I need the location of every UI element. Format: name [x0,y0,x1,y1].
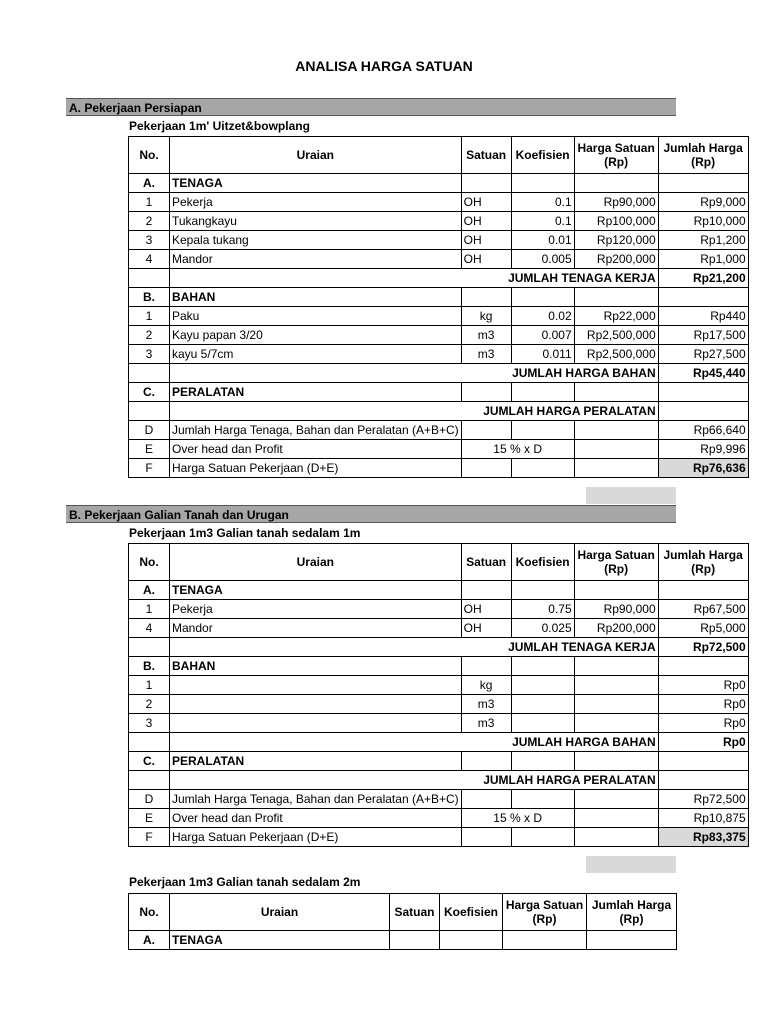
summary-label-f: Harga Satuan Pekerjaan (D+E) [170,828,462,847]
group-row-bahan [129,657,749,676]
cell-jumlah: Rp5,000 [658,619,748,638]
cell-koef [511,676,574,695]
table-row [129,695,749,714]
summary-label-e: Over head dan Profit [170,809,462,828]
cell-harga: Rp90,000 [574,193,658,212]
header-jumlah-harga [658,544,748,581]
summary-value-e: Rp9,996 [658,440,748,459]
summary-label-d: Jumlah Harga Tenaga, Bahan dan Peralatan (A+B+C) [172,792,459,806]
table-row [129,212,749,231]
table-row [129,676,749,695]
cell-satuan: OH [461,212,511,231]
table-row [129,600,749,619]
header-harga-satuan-unit: (Rp) [532,912,557,926]
subtotal-value: Rp72,500 [658,638,748,657]
header-jumlah-harga [587,894,677,931]
summary-row-d [129,790,749,809]
cell-jumlah: Rp9,000 [658,193,748,212]
group-label: BAHAN [170,288,462,307]
cell-no: F [129,459,170,478]
header-satuan: Satuan [461,137,511,174]
header-jumlah-harga-unit: (Rp) [619,912,644,926]
subtotal-value [658,402,748,421]
cell-no: 4 [129,250,170,269]
group-no: B. [129,288,170,307]
cell-harga [574,695,658,714]
group-label: PERALATAN [170,752,462,771]
cell-jumlah: Rp1,200 [658,231,748,250]
page-title: ANALISA HARGA SATUAN [295,58,473,74]
summary-koef-e: 15 % x D [461,809,574,828]
table-row [129,326,749,345]
table-row [129,345,749,364]
summary-row-f [129,828,749,847]
subtotal-label: JUMLAH HARGA BAHAN [170,364,659,383]
header-no: No. [129,894,170,931]
group-row-tenaga [129,174,749,193]
cell-satuan: OH [461,600,511,619]
cell-satuan: m3 [461,714,511,733]
group-row-bahan [129,288,749,307]
cell-uraian: Mandor [170,250,462,269]
cell-satuan: OH [461,250,511,269]
summary-value-e: Rp10,875 [658,809,748,828]
cell-satuan: OH [461,231,511,250]
header-no: No. [129,137,170,174]
cell-no: 3 [129,714,170,733]
header-jumlah-harga-unit: (Rp) [691,562,716,576]
cell-koef [511,714,574,733]
summary-value-d: Rp72,500 [658,790,748,809]
cell-no: 3 [129,345,170,364]
section-header-a: A. Pekerjaan Persiapan [66,98,676,116]
analysis-table-b2 [128,893,677,950]
subtotal-label: JUMLAH HARGA BAHAN [170,733,659,752]
cell-uraian [170,790,462,809]
cell-koef: 0.025 [511,619,574,638]
table-row [129,250,749,269]
table-row [129,619,749,638]
cell-koef: 0.75 [511,600,574,619]
cell-koef: 0.011 [511,345,574,364]
cell-no: D [129,790,170,809]
cell-harga [574,676,658,695]
subtotal-row-bahan [129,364,749,383]
cell-harga: Rp120,000 [574,231,658,250]
summary-value-d: Rp66,640 [658,421,748,440]
cell-harga: Rp2,500,000 [574,345,658,364]
summary-label-f: Harga Satuan Pekerjaan (D+E) [170,459,462,478]
cell-uraian: Paku [170,307,462,326]
header-koefisien: Koefisien [511,137,574,174]
group-no: A. [129,174,170,193]
cell-no: 2 [129,212,170,231]
cell-jumlah: Rp17,500 [658,326,748,345]
cell-harga: Rp200,000 [574,250,658,269]
group-row-peralatan [129,383,749,402]
summary-row-e [129,809,749,828]
cell-koef: 0.1 [511,193,574,212]
cell-no: F [129,828,170,847]
subtotal-value: Rp21,200 [658,269,748,288]
cell-koef: 0.007 [511,326,574,345]
header-jumlah-harga-unit: (Rp) [691,155,716,169]
group-label: TENAGA [170,581,462,600]
section-header-b: B. Pekerjaan Galian Tanah dan Urugan [66,505,676,523]
cell-harga: Rp22,000 [574,307,658,326]
header-jumlah-harga-label: Jumlah Harga [663,141,743,155]
cell-no: 2 [129,695,170,714]
table-header-row [129,137,749,174]
header-koefisien: Koefisien [440,894,503,931]
group-row-tenaga [129,581,749,600]
cell-uraian: Tukangkayu [170,212,462,231]
total-highlight-box [586,856,676,873]
table-row [129,307,749,326]
cell-uraian: Mandor [170,619,462,638]
cell-satuan: m3 [461,345,511,364]
group-row-peralatan [129,752,749,771]
group-no: A. [129,581,170,600]
cell-koef: 0.005 [511,250,574,269]
cell-jumlah: Rp27,500 [658,345,748,364]
table-row [129,714,749,733]
group-no: C. [129,383,170,402]
summary-label-e: Over head dan Profit [170,440,462,459]
cell-no: E [129,440,170,459]
cell-koef: 0.01 [511,231,574,250]
cell-harga: Rp90,000 [574,600,658,619]
cell-koef [511,695,574,714]
header-satuan: Satuan [461,544,511,581]
header-harga-satuan-label: Harga Satuan [505,898,584,912]
header-harga-satuan [503,894,587,931]
table-row [129,231,749,250]
header-jumlah-harga [658,137,748,174]
cell-no: 3 [129,231,170,250]
cell-jumlah: Rp0 [658,676,748,695]
table-header-row [129,544,749,581]
cell-uraian [170,695,462,714]
cell-no: 1 [129,676,170,695]
cell-satuan: m3 [461,695,511,714]
summary-row-e [129,440,749,459]
cell-satuan: m3 [461,326,511,345]
header-koefisien: Koefisien [511,544,574,581]
header-jumlah-harga-label: Jumlah Harga [663,548,743,562]
group-no: A. [129,931,170,950]
table-header-row [129,894,677,931]
header-uraian: Uraian [170,137,462,174]
subtotal-value: Rp0 [658,733,748,752]
header-satuan: Satuan [390,894,440,931]
subtotal-row-peralatan [129,771,749,790]
cell-no: D [129,421,170,440]
cell-harga: Rp2,500,000 [574,326,658,345]
subtotal-row-bahan [129,733,749,752]
header-uraian: Uraian [170,894,390,931]
cell-uraian: kayu 5/7cm [170,345,462,364]
cell-no: 1 [129,193,170,212]
cell-koef: 0.02 [511,307,574,326]
cell-jumlah: Rp10,000 [658,212,748,231]
group-row-tenaga [129,931,677,950]
total-highlight-box [586,487,676,504]
cell-jumlah: Rp67,500 [658,600,748,619]
subtotal-row-peralatan [129,402,749,421]
group-no: C. [129,752,170,771]
header-no: No. [129,544,170,581]
header-harga-satuan-unit: (Rp) [604,562,629,576]
summary-row-d [129,421,749,440]
analysis-table-a [128,136,749,478]
cell-no: 2 [129,326,170,345]
group-label: PERALATAN [170,383,462,402]
table-row [129,193,749,212]
analysis-table-b [128,543,749,847]
cell-no: 1 [129,600,170,619]
cell-satuan: OH [461,193,511,212]
group-label: TENAGA [170,174,462,193]
cell-satuan: kg [461,676,511,695]
group-no: B. [129,657,170,676]
cell-uraian [170,421,462,440]
header-harga-satuan-unit: (Rp) [604,155,629,169]
cell-no: E [129,809,170,828]
group-label: BAHAN [170,657,462,676]
subtotal-value [658,771,748,790]
subsection-title-b2: Pekerjaan 1m3 Galian tanah sedalam 2m [129,875,361,889]
subtotal-row-tenaga [129,269,749,288]
cell-koef: 0.1 [511,212,574,231]
cell-harga: Rp200,000 [574,619,658,638]
subsection-title-a: Pekerjaan 1m' Uitzet&bowplang [129,119,310,133]
subtotal-label: JUMLAH HARGA PERALATAN [170,402,659,421]
cell-satuan: OH [461,619,511,638]
header-jumlah-harga-label: Jumlah Harga [591,898,672,912]
header-uraian: Uraian [170,544,462,581]
cell-harga [574,714,658,733]
subtotal-label: JUMLAH HARGA PERALATAN [170,771,659,790]
cell-uraian [170,676,462,695]
subtotal-label: JUMLAH TENAGA KERJA [170,269,659,288]
cell-jumlah: Rp440 [658,307,748,326]
cell-uraian [170,714,462,733]
cell-uraian: Pekerja [170,193,462,212]
subtotal-label: JUMLAH TENAGA KERJA [170,638,659,657]
summary-row-f [129,459,749,478]
subtotal-row-tenaga [129,638,749,657]
summary-value-f: Rp76,636 [658,459,748,478]
cell-uraian: Kepala tukang [170,231,462,250]
subsection-title-b: Pekerjaan 1m3 Galian tanah sedalam 1m [129,526,361,540]
cell-uraian: Kayu papan 3/20 [170,326,462,345]
header-harga-satuan-label: Harga Satuan [577,548,655,562]
subtotal-value: Rp45,440 [658,364,748,383]
cell-jumlah: Rp1,000 [658,250,748,269]
header-harga-satuan [574,137,658,174]
cell-satuan: kg [461,307,511,326]
summary-koef-e: 15 % x D [461,440,574,459]
cell-jumlah: Rp0 [658,695,748,714]
summary-label-d: Jumlah Harga Tenaga, Bahan dan Peralatan (A+B+C) [172,423,459,437]
cell-no: 4 [129,619,170,638]
header-harga-satuan [574,544,658,581]
header-harga-satuan-label: Harga Satuan [577,141,655,155]
group-label: TENAGA [170,931,390,950]
summary-value-f: Rp83,375 [658,828,748,847]
cell-jumlah: Rp0 [658,714,748,733]
cell-no: 1 [129,307,170,326]
cell-harga: Rp100,000 [574,212,658,231]
cell-uraian: Pekerja [170,600,462,619]
